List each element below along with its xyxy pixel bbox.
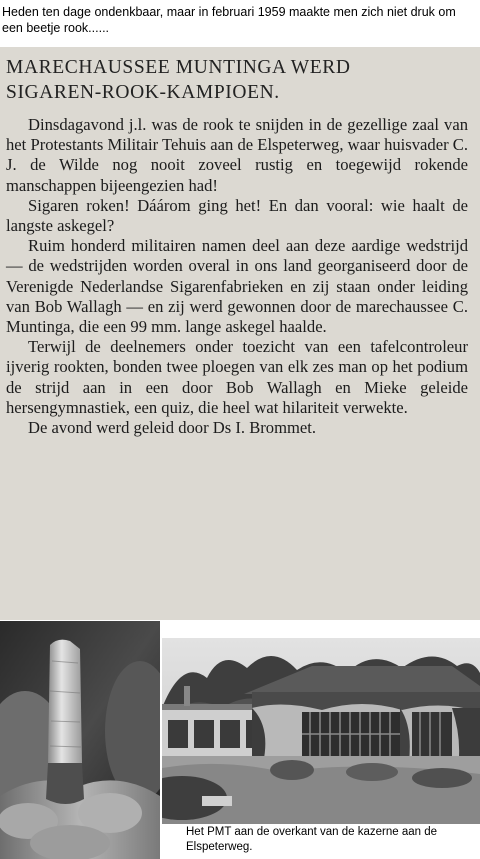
- photo-caption: Het PMT aan de overkant van de kazerne aan de Elspeterweg.: [186, 826, 438, 853]
- article-body: [6, 115, 468, 438]
- article-headline: [6, 55, 468, 105]
- cigar-ash-photo: [0, 621, 160, 859]
- pmt-building-image: [162, 638, 480, 824]
- article-paragraph: Dinsdagavond j.l. was de rook te snijden in de gezellige zaal van het Protestants Militair Tehuis aan de Elspeterweg, waar huisvader C. J. de Wilde nog nooit zoveel rustig en toegewijd rokende manschappen bijeengezien had!: [6, 115, 468, 195]
- headline-line-1: MARECHAUSSEE MUNTINGA WERD: [6, 57, 351, 78]
- newspaper-clipping: [0, 47, 480, 620]
- article-paragraph: Ruim honderd militairen namen deel aan deze aardige wedstrijd — de wedstrijden worden overal in ons land georganiseerd door de Verenigde Nederlandse Sigarenfabrieken en zij staan onder leiding van Bob Wallagh — en zij werd gewonnen door de marechaussee C. Muntinga, die een 99 mm. lange askegel haalde.: [6, 236, 468, 337]
- article-paragraph: De avond werd geleid door Ds I. Brommet.: [28, 418, 317, 438]
- cigar-ash-image: [0, 621, 160, 859]
- article-paragraph: Terwijl de deelnemers onder toezicht van een tafelcontroleur ijverig rookten, bonden twee ploegen van elk zes man op het podium de strijd aan in een door Bob Wallagh en Mieke geleide hersengymnastiek, een quiz, die heel wat hilariteit verwekte.: [6, 337, 468, 417]
- headline-line-2: SIGAREN-ROOK-KAMPIOEN.: [6, 82, 280, 103]
- article-paragraph: Sigaren roken! Dáárom ging het! En dan vooral: wie haalt de langste askegel?: [6, 195, 468, 236]
- pmt-building-photo: [162, 638, 480, 824]
- intro-text: Heden ten dage ondenkbaar, maar in februari 1959 maakte men zich niet druk om een beetje rook......: [2, 5, 456, 35]
